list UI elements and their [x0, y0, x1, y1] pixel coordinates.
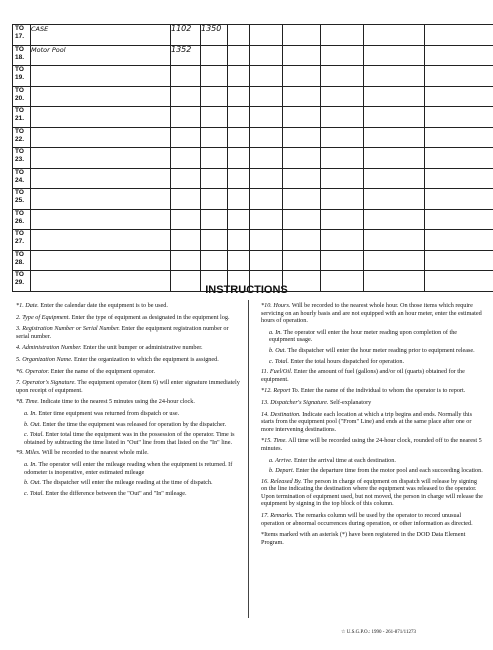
instruction-text: Enter the difference between the "Out" and "In" mileage.: [43, 489, 187, 497]
log-cell[interactable]: [425, 168, 493, 189]
instruction-heading: c. Total.: [24, 489, 44, 497]
column-divider: [248, 300, 249, 618]
log-cell[interactable]: [283, 127, 321, 148]
instruction-text: Indicate each location at which a trip begins and ends. Normally this starts from the equipment pool ("From" Line) and ends at the same place after one or more intervening destinations.: [261, 410, 473, 433]
log-cell[interactable]: [321, 209, 364, 230]
log-cell[interactable]: [425, 189, 493, 210]
arrive-cell[interactable]: [171, 107, 201, 128]
row-number: 22.: [15, 135, 25, 143]
log-cell[interactable]: [228, 25, 250, 46]
instruction-heading: 3. Registration Number or Serial Number.: [16, 325, 120, 333]
instruction-text: Enter the departure time from the motor pool and each succeeding location.: [294, 467, 483, 475]
log-cell[interactable]: [321, 86, 364, 107]
instruction-text: All time will be recorded using the 24-hour clock, rounded off to the nearest 5 minutes.: [261, 437, 482, 452]
arrive-cell[interactable]: [171, 86, 201, 107]
instruction-item: [261, 347, 483, 355]
log-cell[interactable]: [364, 209, 425, 230]
row-label: [13, 86, 31, 107]
row-number: 28.: [15, 258, 25, 266]
destination-cell[interactable]: [31, 168, 171, 189]
log-cell[interactable]: [228, 250, 250, 271]
log-row: [13, 127, 493, 148]
log-cell[interactable]: [283, 250, 321, 271]
to-label: TO: [15, 230, 24, 237]
depart-cell[interactable]: [201, 189, 228, 210]
instruction-text: Enter the calendar date the equipment is to be used.: [38, 302, 168, 309]
log-cell[interactable]: [283, 209, 321, 230]
log-cell[interactable]: [425, 45, 493, 66]
log-row: [13, 148, 493, 169]
instruction-heading: *10. Hours.: [261, 302, 291, 309]
log-cell[interactable]: [250, 148, 283, 169]
log-cell[interactable]: [250, 209, 283, 230]
instruction-text: Enter the organization to which the equipment is assigned.: [72, 355, 219, 363]
log-row: [13, 66, 493, 87]
log-row: [13, 86, 493, 107]
log-cell[interactable]: [321, 189, 364, 210]
instruction-text: The equipment operator (item 6) will enter signature immediately upon receipt of equipment.: [16, 379, 240, 394]
instruction-heading: c. Total.: [24, 431, 44, 439]
to-label: TO: [15, 250, 24, 258]
log-cell[interactable]: [283, 189, 321, 210]
destination-cell[interactable]: [31, 230, 171, 251]
instruction-heading: *12. Report To.: [261, 387, 300, 395]
instruction-heading: a. In.: [24, 409, 37, 417]
instruction-heading: 7. Operator's Signature.: [16, 379, 76, 387]
instruction-heading: *1. Date.: [16, 302, 39, 309]
depart-cell[interactable]: [201, 230, 228, 251]
instruction-item: [261, 329, 483, 344]
instructions-right-column: [261, 302, 483, 550]
log-cell[interactable]: [321, 148, 364, 169]
instruction-heading: 14. Destination.: [261, 410, 301, 418]
destination-cell[interactable]: [31, 107, 171, 128]
arrive-cell[interactable]: 1352: [171, 45, 201, 66]
log-cell[interactable]: [250, 45, 283, 66]
log-cell[interactable]: [364, 127, 425, 148]
arrive-cell[interactable]: [171, 250, 201, 271]
to-label: TO: [15, 25, 24, 32]
destination-cell[interactable]: [31, 189, 171, 210]
to-label: TO: [15, 86, 24, 94]
depart-cell[interactable]: [201, 148, 228, 169]
arrive-cell[interactable]: [171, 209, 201, 230]
arrive-cell[interactable]: [171, 66, 201, 87]
depart-cell[interactable]: 1350: [201, 25, 228, 46]
log-cell[interactable]: [228, 209, 250, 230]
to-label: TO: [15, 168, 24, 176]
log-cell[interactable]: [425, 86, 493, 107]
row-label: [13, 107, 31, 128]
instruction-item: [261, 368, 483, 383]
instructions-title: INSTRUCTIONS: [205, 284, 288, 296]
log-cell[interactable]: [228, 189, 250, 210]
log-cell[interactable]: [425, 25, 493, 46]
log-cell[interactable]: [250, 189, 283, 210]
log-cell[interactable]: [425, 250, 493, 271]
instruction-heading: 11. Fuel/Oil.: [261, 368, 293, 376]
to-label: TO: [15, 189, 24, 196]
instruction-item: [16, 356, 242, 364]
log-cell[interactable]: [250, 127, 283, 148]
log-cell[interactable]: [425, 230, 493, 251]
instruction-heading: 13. Dispatcher's Signature.: [261, 398, 329, 406]
instruction-text: The operator will enter the mileage reading when the equipment is returned. If odometer is inoperative, enter estimated mileage: [24, 460, 233, 476]
instruction-text: Enter the time the equipment was released for operation by the dispatcher.: [41, 420, 227, 428]
instruction-item: [16, 479, 242, 487]
log-cell[interactable]: [283, 168, 321, 189]
log-row: [13, 230, 493, 251]
instruction-item: [16, 449, 242, 457]
instruction-text: Enter the name of the individual to whom the operator is to report.: [299, 387, 466, 395]
log-cell[interactable]: [364, 189, 425, 210]
log-cell[interactable]: [364, 107, 425, 128]
log-cell[interactable]: [321, 66, 364, 87]
instruction-text: *Items marked with an asterisk (*) have been registered in the DOD Data Element Program.: [261, 531, 466, 546]
instruction-text: Enter the total hours dispatched for operation.: [288, 357, 405, 365]
row-number: 23.: [15, 156, 25, 163]
log-cell[interactable]: [425, 66, 493, 87]
log-cell[interactable]: [364, 66, 425, 87]
instruction-heading: b. Out.: [269, 346, 287, 354]
row-number: 21.: [15, 115, 25, 122]
to-label: TO: [15, 127, 24, 135]
row-number: 27.: [15, 238, 25, 245]
depart-cell[interactable]: [201, 45, 228, 66]
printing-office-footer: ☆ U.S.G.P.O.: 1990 - 261-871/11273: [341, 630, 416, 635]
log-cell[interactable]: [364, 86, 425, 107]
log-cell[interactable]: [321, 168, 364, 189]
instruction-heading: b. Out.: [24, 479, 42, 487]
row-label: [13, 250, 31, 271]
instruction-item: [16, 379, 242, 394]
to-label: TO: [15, 209, 24, 217]
destination-cell[interactable]: [31, 127, 171, 148]
instruction-heading: b. Depart.: [269, 467, 295, 475]
row-label: [13, 230, 31, 251]
instruction-text: Indicate time to the nearest 5 minutes using the 24-hour clock.: [38, 398, 195, 406]
row-label: [13, 209, 31, 230]
instruction-item: [16, 325, 242, 340]
depart-cell[interactable]: [201, 127, 228, 148]
log-cell[interactable]: [250, 250, 283, 271]
log-cell[interactable]: [321, 107, 364, 128]
log-cell[interactable]: [228, 45, 250, 66]
instruction-item: [261, 387, 483, 395]
log-cell[interactable]: [228, 148, 250, 169]
log-row: [13, 45, 493, 66]
to-label: TO: [15, 107, 24, 114]
row-number: 26.: [15, 217, 25, 225]
log-cell[interactable]: [228, 127, 250, 148]
to-label: TO: [15, 148, 24, 155]
row-number: 29.: [15, 279, 25, 286]
log-cell[interactable]: [364, 25, 425, 46]
instruction-heading: 4. Administration Number.: [16, 344, 82, 352]
instruction-heading: 5. Organization Name.: [16, 355, 73, 363]
log-cell[interactable]: [250, 230, 283, 251]
row-label: [13, 25, 31, 46]
instruction-text: Enter the name of the equipment operator.: [49, 367, 156, 375]
instruction-text: Enter the equipment registration number or serial number.: [16, 325, 229, 340]
destination-cell[interactable]: [31, 86, 171, 107]
instruction-text: Self-explanatory: [328, 398, 372, 406]
log-cell[interactable]: [283, 86, 321, 107]
arrive-cell[interactable]: [171, 189, 201, 210]
row-label: [13, 148, 31, 169]
instruction-heading: 16. Released By.: [261, 477, 302, 485]
log-cell[interactable]: [321, 250, 364, 271]
instruction-text: Enter the amount of fuel (gallons) and/or oil (quarts) obtained for the equipment.: [261, 368, 465, 383]
instruction-text: The remarks column will be used by the operator to record unusual operation or abnormal occurrences during operation, or other information as directed.: [261, 512, 473, 527]
depart-cell[interactable]: [201, 209, 228, 230]
log-row: [13, 250, 493, 271]
dispatch-log-table: [12, 24, 493, 292]
depart-cell[interactable]: [201, 168, 228, 189]
instruction-heading: a. Arrive.: [269, 456, 293, 464]
instruction-heading: 17. Remarks.: [261, 512, 294, 520]
log-row: [13, 25, 493, 46]
instruction-item: [261, 399, 483, 407]
to-label: TO: [15, 45, 24, 53]
arrive-cell[interactable]: 1102: [171, 25, 201, 46]
arrive-cell[interactable]: [171, 230, 201, 251]
row-number: 18.: [15, 53, 25, 61]
log-cell[interactable]: [250, 107, 283, 128]
instruction-text: Enter time equipment was returned from dispatch or use.: [36, 409, 180, 417]
instruction-heading: c. Total.: [269, 357, 289, 365]
row-label: [13, 189, 31, 210]
instruction-text: The dispatcher will enter the mileage reading at the time of dispatch.: [41, 479, 213, 487]
instruction-heading: *6. Operator.: [16, 367, 50, 375]
instruction-text: The operator will enter the hour meter reading upon completion of the equipment usage.: [269, 328, 458, 344]
row-number: 20.: [15, 94, 25, 102]
destination-cell[interactable]: [31, 148, 171, 169]
row-label: [13, 127, 31, 148]
destination-cell[interactable]: Motor Pool: [31, 45, 171, 66]
instruction-item: [261, 437, 483, 452]
log-cell[interactable]: [228, 86, 250, 107]
instruction-item: [16, 302, 242, 310]
arrive-cell[interactable]: [171, 168, 201, 189]
instruction-item: [16, 398, 242, 406]
row-number: 24.: [15, 176, 25, 184]
log-row: [13, 189, 493, 210]
to-label: TO: [15, 66, 24, 73]
log-cell[interactable]: [250, 66, 283, 87]
instruction-text: Enter the unit bumper or administrative number.: [81, 344, 203, 352]
row-number: 19.: [15, 74, 25, 81]
instruction-item: [261, 512, 483, 527]
log-cell[interactable]: [250, 168, 283, 189]
log-cell[interactable]: [283, 66, 321, 87]
log-cell[interactable]: [364, 148, 425, 169]
log-cell[interactable]: [283, 230, 321, 251]
instruction-text: Enter total time the equipment was in the possession of the operator. Time is obtained by subtracting the time listed in "Out" line from that listed on the "In" line.: [24, 431, 235, 446]
log-cell[interactable]: [321, 230, 364, 251]
log-cell[interactable]: [321, 45, 364, 66]
instruction-text: The dispatcher will enter the hour meter reading prior to equipment release.: [286, 346, 475, 354]
log-cell[interactable]: [283, 148, 321, 169]
arrive-cell[interactable]: [171, 148, 201, 169]
instruction-item: [16, 490, 242, 498]
log-row: [13, 168, 493, 189]
destination-cell[interactable]: CASE: [31, 25, 171, 46]
log-cell[interactable]: [425, 209, 493, 230]
log-cell[interactable]: [228, 230, 250, 251]
instruction-heading: *15. Time.: [261, 437, 287, 445]
instruction-item: [261, 411, 483, 434]
log-cell[interactable]: [321, 127, 364, 148]
instruction-text: The person in charge of equipment on dispatch will release by signing on the line indicating the destination where the equipment was released to the operator. Upon termination of equipment used, but not moved, the person in charge will release the equipment by signing in the top block of this column.: [261, 477, 483, 508]
row-number: 25.: [15, 197, 25, 204]
depart-cell[interactable]: [201, 66, 228, 87]
instruction-item: [261, 302, 483, 325]
instruction-text: Enter the type of equipment as designated in the equipment log.: [70, 313, 230, 321]
instruction-heading: b. Out.: [24, 420, 42, 428]
row-number: 17.: [15, 33, 25, 40]
to-label: TO: [15, 271, 24, 278]
instruction-heading: 2. Type of Equipment.: [16, 313, 71, 321]
instruction-item: [16, 368, 242, 376]
log-cell[interactable]: [283, 25, 321, 46]
instruction-heading: *9. Miles.: [16, 449, 41, 457]
instruction-text: Will be recorded to the nearest whole hour. On those items which require servicing on an hourly basis and are not equipped with an hour meter, enter the estimated hours of operation.: [261, 302, 482, 325]
row-label: [13, 66, 31, 87]
destination-cell[interactable]: [31, 250, 171, 271]
log-row: [13, 209, 493, 230]
log-cell[interactable]: [425, 148, 493, 169]
log-cell[interactable]: [250, 25, 283, 46]
log-cell[interactable]: [228, 66, 250, 87]
instruction-item: [261, 531, 483, 546]
instruction-heading: a. In.: [269, 328, 282, 336]
instruction-item: [16, 344, 242, 352]
log-cell[interactable]: [364, 230, 425, 251]
log-cell[interactable]: [228, 107, 250, 128]
depart-cell[interactable]: [201, 86, 228, 107]
log-cell[interactable]: [425, 107, 493, 128]
destination-cell[interactable]: [31, 209, 171, 230]
instruction-item: [261, 457, 483, 465]
destination-cell[interactable]: [31, 66, 171, 87]
instructions-left-column: [16, 302, 242, 500]
row-label: [13, 168, 31, 189]
instruction-item: [16, 461, 242, 476]
depart-cell[interactable]: [201, 107, 228, 128]
instruction-item: [16, 314, 242, 322]
instruction-heading: a. In.: [24, 460, 37, 468]
instruction-item: [261, 358, 483, 366]
instruction-item: [16, 410, 242, 418]
log-cell[interactable]: [321, 25, 364, 46]
instruction-text: Will be recorded to the nearest whole mile.: [40, 449, 149, 457]
row-label: [13, 45, 31, 66]
instruction-item: [16, 421, 242, 429]
log-cell[interactable]: [283, 107, 321, 128]
log-cell[interactable]: [364, 45, 425, 66]
log-cell[interactable]: [364, 250, 425, 271]
log-cell[interactable]: [364, 168, 425, 189]
instruction-item: [261, 467, 483, 475]
instruction-heading: *8. Time.: [16, 398, 39, 406]
log-row: [13, 107, 493, 128]
instruction-text: Enter the arrival time at each destination.: [292, 456, 396, 464]
instruction-item: [261, 478, 483, 508]
instruction-item: [16, 431, 242, 446]
arrive-cell[interactable]: [171, 127, 201, 148]
log-cell[interactable]: [250, 86, 283, 107]
log-cell[interactable]: [283, 45, 321, 66]
log-cell[interactable]: [425, 127, 493, 148]
depart-cell[interactable]: [201, 250, 228, 271]
log-cell[interactable]: [228, 168, 250, 189]
